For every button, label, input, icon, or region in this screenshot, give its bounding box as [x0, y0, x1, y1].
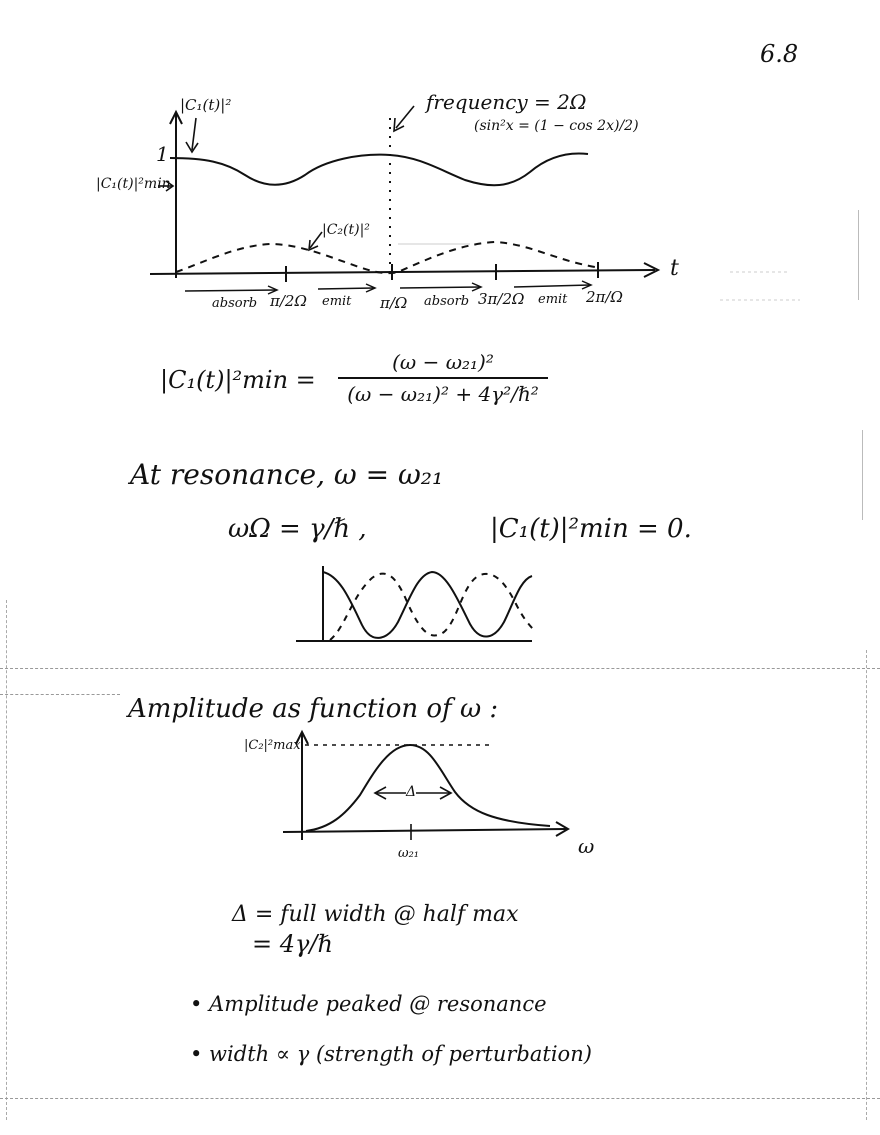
t-axis-label: t [670, 256, 679, 281]
formula-numerator: (ω − ω₂₁)² [392, 350, 494, 374]
formula-lhs: |C₁(t)|²min = [160, 366, 316, 394]
amp-x-axis [283, 829, 566, 832]
interval-label-3: absorb [424, 294, 470, 309]
resonance-line-2b: |C₁(t)|²min = 0. [490, 514, 692, 544]
amp-tick-label: ω₂₁ [398, 846, 420, 861]
delta-def-line-1: Δ = full width @ half max [232, 902, 519, 927]
tick-label-2: π/Ω [380, 294, 408, 312]
interval-label-2: emit [322, 294, 352, 309]
identity-note: (sin²x = (1 − cos 2x)/2) [474, 118, 639, 134]
tick-label-1: π/2Ω [270, 292, 307, 310]
amp-lorentzian [306, 745, 550, 831]
bullet-1: • Amplitude peaked @ resonance [190, 992, 547, 1016]
tick-label-4: 2π/Ω [586, 288, 623, 306]
interval-label-1: absorb [212, 296, 258, 311]
page-number: 6.8 [760, 40, 799, 68]
tick-label-3: 3π/2Ω [478, 290, 525, 308]
amp-delta-label: Δ [406, 784, 417, 800]
bottom-divider [0, 1098, 880, 1099]
c1-label: |C₁(t)|² [180, 96, 232, 114]
one-label: 1 [156, 142, 169, 166]
formula-denominator: (ω − ω₂₁)² + 4γ²/ℏ² [347, 382, 539, 406]
c2-label: |C₂(t)|² [322, 222, 370, 238]
amp-x-label: ω [578, 834, 595, 858]
resonance-line-1: At resonance, ω = ω₂₁ [130, 458, 444, 491]
amplitude-heading: Amplitude as function of ω : [128, 694, 499, 724]
bullet-2: • width ∝ γ (strength of perturbation) [190, 1042, 592, 1066]
delta-def-line-2: = 4γ/ℏ [252, 930, 333, 958]
resonance-line-2a: ωΩ = γ/ℏ , [228, 514, 367, 544]
frequency-note: frequency = 2Ω [426, 90, 587, 114]
c1-min-label: |C₁(t)|²min [96, 176, 171, 192]
interval-label-4: emit [538, 292, 568, 307]
amp-ymax-label: |C₂|²max [244, 738, 301, 753]
